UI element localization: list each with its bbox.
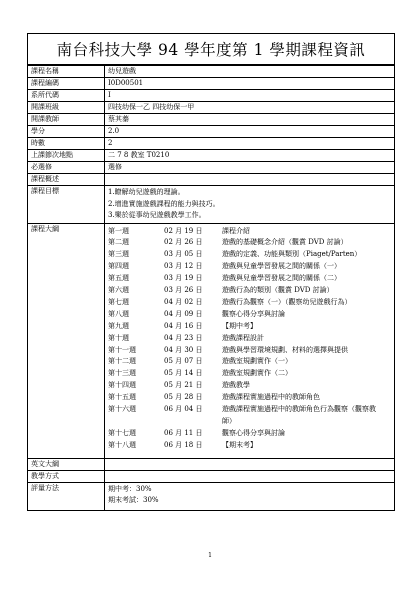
row-outline [28, 223, 395, 458]
schedule-week: 第一週 [108, 226, 129, 235]
schedule-row [108, 226, 380, 238]
label-grading: 評量方法 [28, 482, 105, 510]
value-overview [105, 174, 395, 186]
row-goals [28, 186, 395, 224]
page-number: 1 [208, 552, 212, 559]
schedule-date: 06 月 11 日 [164, 428, 203, 437]
schedule-week: 第四週 [108, 262, 129, 271]
label-class: 開課班級 [28, 102, 105, 114]
value-dept-code: I [105, 90, 395, 102]
schedule-row [108, 249, 380, 261]
schedule-date: 03 月 05 日 [164, 250, 203, 259]
schedule-row [108, 309, 380, 321]
schedule-row [108, 237, 380, 249]
schedule-topic: 遊戲的定義、功能與類別（Piaget/Parten） [222, 250, 362, 259]
schedule-topic: 遊戲行為觀察（一）（觀察幼兒遊戲行為） [222, 297, 352, 306]
row-dept-code [28, 90, 395, 102]
schedule-week: 第十週 [108, 333, 129, 342]
value-english [105, 458, 395, 470]
row-overview [28, 174, 395, 186]
row-method [28, 470, 395, 482]
label-elective: 必選修 [28, 162, 105, 174]
schedule-date: 04 月 16 日 [164, 321, 203, 330]
schedule-date: 05 月 21 日 [164, 381, 203, 390]
label-outline: 課程大綱 [28, 223, 105, 458]
label-english: 英文大綱 [28, 458, 105, 470]
schedule-week: 第十七週 [108, 428, 136, 437]
schedule-week: 第十六週 [108, 405, 136, 414]
schedule-week: 第五週 [108, 274, 129, 283]
schedule-week: 第二週 [108, 238, 129, 247]
value-method [105, 470, 395, 482]
schedule-row [108, 356, 380, 368]
schedule-topic: 【期中考】 [222, 321, 257, 330]
value-goals [105, 186, 395, 224]
schedule-topic: 遊戲室規劃實作（二） [222, 369, 292, 378]
schedule-week: 第十二週 [108, 357, 136, 366]
schedule-topic: 遊戲與兒童學習發展之間的關係（一） [222, 262, 341, 271]
schedule-row [108, 333, 380, 345]
row-schedule [28, 150, 395, 162]
schedule-week: 第七週 [108, 297, 129, 306]
row-elective [28, 162, 395, 174]
schedule-row [108, 273, 380, 285]
schedule-date: 06 月 04 日 [164, 405, 203, 414]
label-course-name: 課程名稱 [28, 66, 105, 78]
row-teacher [28, 114, 395, 126]
value-course-name: 幼兒遊戲 [105, 66, 395, 78]
weekly-schedule [108, 226, 380, 452]
value-class: 四技幼保一乙 四技幼保一甲 [105, 102, 395, 114]
schedule-topic: 遊戲教學 [222, 381, 250, 390]
schedule-topic: 觀察心得分享與討論 [222, 309, 285, 318]
schedule-week: 第十四週 [108, 381, 136, 390]
schedule-row [108, 345, 380, 357]
row-course-code [28, 78, 395, 90]
value-course-code: I0D00501 [105, 78, 395, 90]
schedule-date: 03 月 19 日 [164, 274, 203, 283]
schedule-date: 06 月 18 日 [164, 440, 203, 449]
schedule-date: 05 月 28 日 [164, 393, 203, 402]
schedule-topic: 遊戲課程設計 [222, 333, 264, 342]
schedule-week: 第十三週 [108, 369, 136, 378]
schedule-topic: 遊戲的基礎概念介紹（觀賞 DVD 討論） [222, 238, 348, 247]
label-overview: 課程概述 [28, 174, 105, 186]
value-outline [105, 223, 395, 458]
row-class [28, 102, 395, 114]
schedule-week: 第十八週 [108, 440, 136, 449]
schedule-topic: 遊戲課程實施過程中的教師角色行為觀察（觀察教師） [222, 405, 376, 425]
goal-item: 2.增進實施遊戲課程的能力與技巧。 [108, 199, 220, 208]
goal-item: 1.瞭解幼兒遊戲的理論。 [108, 188, 185, 196]
goal-item: 3.樂於從事幼兒遊戲教學工作。 [108, 211, 206, 219]
schedule-date: 02 月 26 日 [164, 238, 203, 247]
schedule-week: 第十五週 [108, 393, 136, 402]
schedule-topic: 遊戲行為的類別（觀賞 DVD 討論） [222, 286, 334, 295]
grading-item: 期中考：30% [108, 484, 152, 493]
label-dept-code: 系所代碼 [28, 90, 105, 102]
schedule-date: 03 月 12 日 [164, 262, 203, 271]
schedule-topic: 【期末考】 [222, 440, 257, 449]
row-grading [28, 482, 395, 510]
schedule-row [108, 261, 380, 273]
value-elective: 選修 [105, 162, 395, 174]
label-goals: 課程目標 [28, 186, 105, 224]
schedule-date: 03 月 26 日 [164, 286, 203, 295]
row-english [28, 458, 395, 470]
label-course-code: 課程編碼 [28, 78, 105, 90]
schedule-date: 04 月 23 日 [164, 333, 203, 342]
schedule-row [108, 321, 380, 333]
course-info-table [27, 65, 395, 511]
schedule-topic: 遊戲課程實施過程中的教師角色 [222, 393, 320, 402]
value-teacher: 蔡其蓁 [105, 114, 395, 126]
grading-item: 期末考試：30% [108, 496, 159, 505]
label-schedule: 上課節次地點 [28, 150, 105, 162]
course-info-sheet [27, 33, 395, 511]
schedule-row [108, 368, 380, 380]
label-teacher: 開課教師 [28, 114, 105, 126]
value-credits: 2.0 [105, 126, 395, 138]
schedule-week: 第六週 [108, 286, 129, 295]
schedule-topic: 遊戲室規劃實作（一） [222, 357, 292, 366]
value-grading [105, 482, 395, 510]
schedule-topic: 遊戲與兒童學習發展之間的關係（二） [222, 274, 341, 283]
schedule-topic: 課程介紹 [222, 226, 250, 235]
row-hours [28, 138, 395, 150]
schedule-row [108, 404, 380, 428]
schedule-date: 05 月 07 日 [164, 357, 203, 366]
schedule-topic: 遊戲與學習環境規劃、材料的選擇與提供 [222, 345, 348, 354]
schedule-week: 第八週 [108, 309, 129, 318]
schedule-date: 04 月 02 日 [164, 297, 203, 306]
schedule-date: 05 月 14 日 [164, 369, 203, 378]
schedule-date: 04 月 09 日 [164, 309, 203, 318]
schedule-row [108, 380, 380, 392]
page-title: 南台科技大學 94 學年度第 1 學期課程資訊 [27, 33, 395, 65]
schedule-week: 第三週 [108, 250, 129, 259]
schedule-week: 第十一週 [108, 345, 136, 354]
schedule-row [108, 440, 380, 452]
schedule-row [108, 392, 380, 404]
row-course-name [28, 66, 395, 78]
schedule-week: 第九週 [108, 321, 129, 330]
label-credits: 學分 [28, 126, 105, 138]
label-hours: 時數 [28, 138, 105, 150]
schedule-row [108, 428, 380, 440]
schedule-row [108, 297, 380, 309]
value-hours: 2 [105, 138, 395, 150]
schedule-date: 02 月 19 日 [164, 226, 203, 235]
row-credits [28, 126, 395, 138]
schedule-topic: 觀察心得分享與討論 [222, 428, 285, 437]
value-schedule: 二 7 8 教室 T0210 [105, 150, 395, 162]
label-method: 教學方式 [28, 470, 105, 482]
schedule-date: 04 月 30 日 [164, 345, 203, 354]
schedule-row [108, 285, 380, 297]
